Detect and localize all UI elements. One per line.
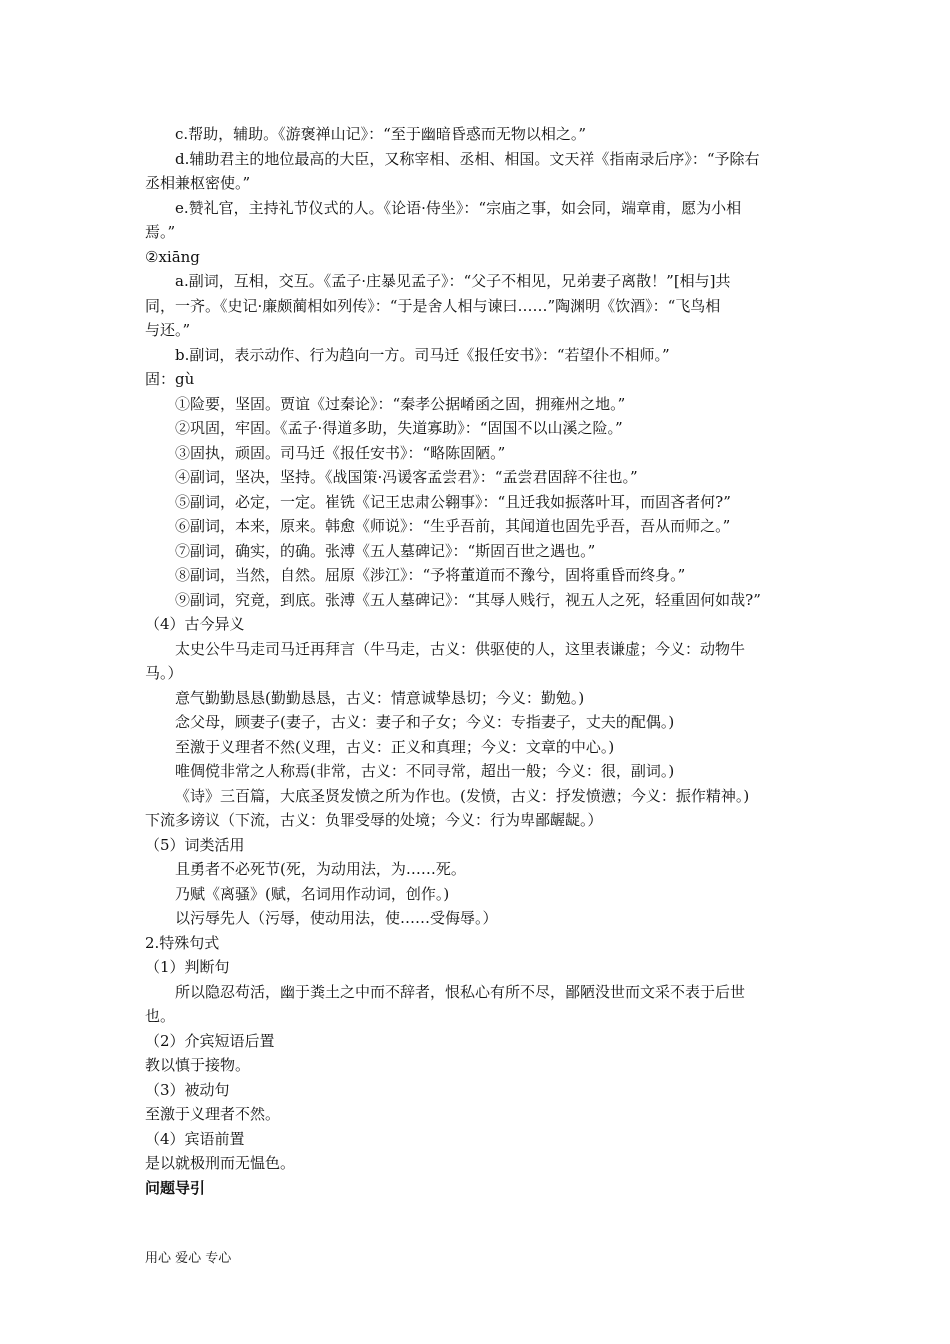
text-line: 是以就极刑而无愠色。: [145, 1154, 296, 1172]
text-line: 太史公牛马走司马迁再拜言（牛马走，古义：供驱使的人，这里表谦虚；今义：动物牛: [175, 639, 746, 658]
text-line: ⑥副词，本来，原来。韩愈《师说》：“生乎吾前，其闻道也固先乎吾，吾从而师之。”: [175, 517, 731, 535]
text-line: （4）宾语前置: [145, 1129, 245, 1148]
text-line: 至激于义理者不然。: [145, 1105, 281, 1123]
text-line: 马。）: [145, 664, 183, 682]
text-line: （4）古今异义: [145, 615, 245, 633]
text-line: a.副词，互相，交互。《孟子·庄暴见孟子》：“父子不相见，兄弟妻子离散！”[相与]共: [175, 272, 731, 290]
text-line: 意气勤勤恳恳(勤勤恳恳，古义：情意诚挚恳切；今义：勤勉。): [175, 688, 585, 707]
page-footer: 用心 爱心 专心: [145, 1251, 232, 1266]
text-line: （1）判断句: [145, 958, 230, 976]
text-line: 与还。”: [145, 321, 191, 339]
text-line: （5）词类活用: [145, 835, 245, 854]
text-line: 2.特殊句式: [145, 933, 220, 952]
text-line: 下流多谤议（下流，古义：负罪受辱的处境；今义：行为卑鄙龌龊。）: [145, 811, 603, 829]
text-line: c.帮助，辅助。《游褒禅山记》：“至于幽暗昏惑而无物以相之。”: [175, 125, 587, 143]
text-line: 焉。”: [145, 223, 176, 241]
text-line: ②巩固，牢固。《孟子·得道多助，失道寡助》：“固国不以山溪之险。”: [175, 419, 623, 437]
text-line: 至激于义理者不然(义理，古义：正义和真理；今义：文章的中心。): [175, 737, 615, 756]
section-heading: 问题导引: [145, 1178, 206, 1197]
text-line: ⑤副词，必定，一定。崔铣《记王忠肃公翱事》：“且迁我如振落叶耳，而固吝者何?”: [175, 492, 731, 511]
document-body: [145, 122, 810, 1200]
text-line: b.副词，表示动作、行为趋向一方。司马迁《报任安书》：“若望仆不相师。”: [175, 345, 670, 364]
text-line: 教以慎于接物。: [145, 1056, 251, 1074]
text-line: 且勇者不必死节(死，为动用法，为……死。: [175, 860, 466, 878]
text-line: ④副词，坚决，坚持。《战国策·冯谖客孟尝君》：“孟尝君固辞不往也。”: [175, 468, 638, 486]
text-line: 《诗》三百篇，大底圣贤发愤之所为作也。(发愤，古义：抒发愤懑；今义：振作精神。): [175, 786, 750, 805]
text-line: 念父母，顾妻子(妻子，古义：妻子和子女；今义：专指妻子，丈夫的配偶。): [175, 713, 675, 731]
text-line: d.辅助君主的地位最高的大臣，又称宰相、丞相、相国。文天祥《指南录后序》：“予除右: [175, 149, 760, 168]
text-line: 固：gù: [145, 370, 195, 388]
text-line: e.赞礼官，主持礼节仪式的人。《论语·侍坐》：“宗庙之事，如会同，端章甫，愿为小相: [175, 198, 742, 217]
text-line: ①险要，坚固。贾谊《过秦论》：“秦孝公据崤函之固，拥雍州之地。”: [175, 394, 626, 413]
text-line: 也。: [145, 1007, 176, 1025]
text-line: 丞相兼枢密使。”: [145, 174, 251, 192]
text-line: 以污辱先人（污辱，使动用法，使……受侮辱。）: [175, 909, 498, 927]
text-line: （3）被动句: [145, 1080, 230, 1099]
text-line: ③固执，顽固。司马迁《报任安书》：“略陈固陋。”: [175, 443, 506, 462]
text-line: 所以隐忍苟活，幽于粪土之中而不辞者，恨私心有所不尽，鄙陋没世而文采不表于后世: [175, 982, 746, 1001]
text-line: ⑨副词，究竟，到底。张溥《五人墓碑记》：“其辱人贱行，视五人之死，轻重固何如哉?”: [175, 590, 761, 609]
text-line: ⑧副词，当然，自然。屈原《涉江》：“予将董道而不豫兮，固将重昏而终身。”: [175, 566, 686, 584]
text-line: （2）介宾短语后置: [145, 1031, 275, 1050]
text-line: ⑦副词，确实，的确。张溥《五人墓碑记》：“斯固百世之遇也。”: [175, 541, 596, 560]
text-line: ②xiāng: [145, 247, 200, 266]
text-line: 唯倜傥非常之人称焉(非常，古义：不同寻常，超出一般；今义：很，副词。): [175, 762, 675, 780]
text-line: 乃赋《离骚》(赋，名词用作动词，创作。): [175, 884, 450, 903]
text-line: 同，一齐。《史记·廉颇蔺相如列传》：“于是舍人相与谏曰……”陶渊明《饮酒》：“飞鸟相: [145, 296, 721, 315]
